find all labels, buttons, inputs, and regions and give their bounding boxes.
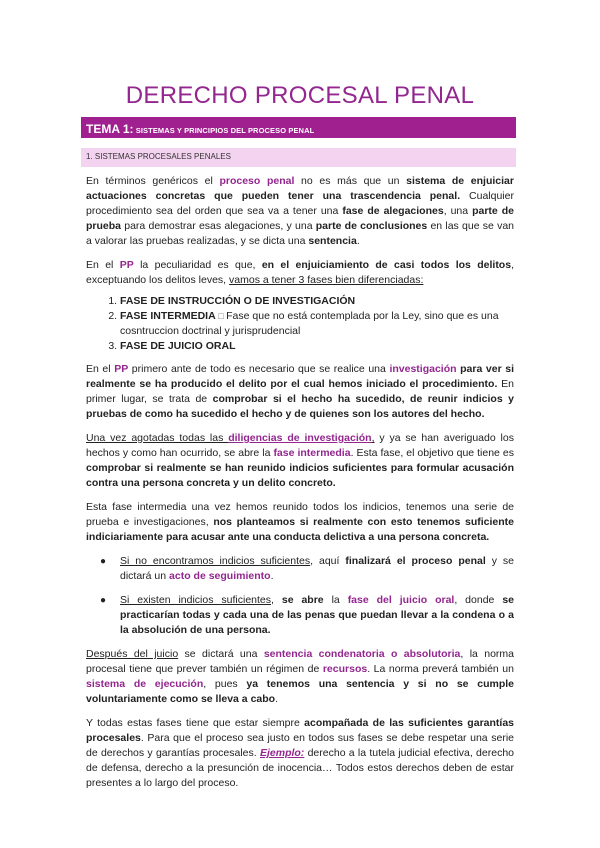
paragraph-intro: En términos genéricos el proceso penal no es más que un sistema de enjuiciar actuaciones concretas que pueden tener una trascendencia penal. Cualquier procedimiento sea del orden que sea va a tener una fase de alegaciones, una parte de prueba para demostrar esas alegaciones, y una parte de conclusiones en las que se van a valorar las pruebas realizadas, y se dicta una sentencia. [86,175,514,247]
document-title: DERECHO PROCESAL PENAL [125,82,475,109]
phases-list [86,294,514,354]
paragraph-pp-peculiaridad: En el PP la peculiaridad es que, en el enjuiciamiento de casi todos los delitos, exceptuando los delitos leves, vamos a tener 3 fases bien diferenciadas: [86,259,514,286]
section-number: 1. [86,152,93,161]
bullet-icon: ● [100,595,107,606]
box-glyph-icon: □ [215,311,227,321]
section-heading [81,148,516,167]
outcomes-list [86,554,514,638]
tema-label: TEMA 1: [86,122,134,136]
section-label: SISTEMAS PROCESALES PENALES [92,152,231,161]
list-item: ● Si existen indicios suficientes, se abre la fase del juicio oral, donde se practicarían todas y cada una de las penas que puedan llevar a la condena o a la absolución de una persona. [100,594,514,636]
term-proceso-penal: proceso penal [219,175,295,187]
list-item: 1. FASE DE INSTRUCCIÓN O DE INVESTIGACIÓN [120,294,514,309]
document-body [86,174,514,800]
tema-subtitle: SISTEMAS Y PRINCIPIOS DEL PROCESO PENAL [133,126,315,135]
paragraph-indicios: Esta fase intermedia una vez hemos reunido todos los indicios, tenemos una serie de prueba e investigaciones, nos planteamos si realmente con esto tenemos suficiente indiciariamente para acusar ante una conducta delictiva a una persona concreta. [86,501,514,543]
paragraph-sentencia: Después del juicio se dictará una sentencia condenatoria o absolutoria, la norma procesal tiene que prever también un régimen de recursos. La norma preverá también un sistema de ejecución, pues ya tenemos una sentencia y si no se cumple voluntariamente como se lleva a cabo. [86,648,515,705]
list-item: ● Si no encontramos indicios suficientes, aquí finalizará el proceso penal y se dictará un acto de seguimiento. [100,555,514,582]
paragraph-investigacion: En el PP primero ante de todo es necesario que se realice una investigación para ver si realmente se ha producido el delito por el cual hemos iniciado el procedimiento. En primer lugar, se trata de comprobar si el hecho ha sucedido, de reunir indicios y pruebas de como ha sucedido el hecho y de quienes son los autores del hecho. [86,363,514,420]
list-item: 2. FASE INTERMEDIA □ Fase que no está contemplada por la Ley, sino que es una cosntruccion doctrinal y jurisprudencial [120,309,514,339]
paragraph-fase-intermedia: Una vez agotadas todas las diligencias de investigación, y ya se han averiguado los hechos y como han ocurrido, se abre la fase intermedia. Esta fase, el objetivo que tiene es comprobar si realmente se han reunido indicios suficientes para formular acusación contra una persona concreta y un delito concreto. [86,432,514,489]
paragraph-garantias: Y todas estas fases tiene que estar siempre acompañada de las suficientes garantías procesales. Para que el proceso sea justo en todos sus fases se debe respetar una serie de derechos y garantías procesales. Ejemplo: derecho a la tutela judicial efectiva, derecho de defensa, derecho a la presunción de inocencia… Todos estos derechos deben de estar presentes a lo largo del proceso. [86,717,515,789]
list-item: 3. FASE DE JUICIO ORAL [120,339,514,354]
bullet-icon: ● [100,556,107,567]
term-pp: PP [119,259,134,271]
tema-heading [81,117,516,138]
